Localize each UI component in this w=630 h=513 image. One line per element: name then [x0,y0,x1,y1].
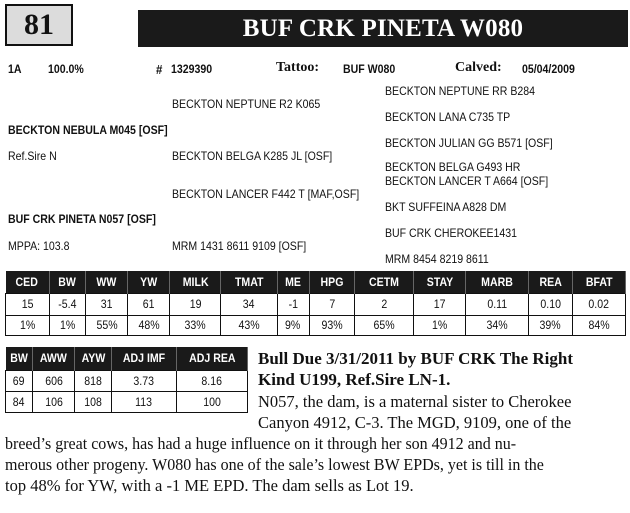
epd-header: YW [128,271,170,293]
epd-header: MARB [466,271,528,293]
pedigree-sss: BECKTON NEPTUNE RR B284 [385,84,536,98]
epd-percentile: 55% [86,315,128,335]
pedigree-sire-sire: BECKTON NEPTUNE R2 K065 [172,97,321,111]
epd-table [5,271,626,336]
epd-header: HPG [309,271,354,293]
reg-hash: # [156,62,163,77]
epd-percentile: 1% [414,315,466,335]
epd-percentile-row [6,315,626,335]
comment-body-lower [5,433,627,496]
comment-line: Bull Due 3/31/2011 by BUF CRK The Right [258,349,574,368]
epd-header: BFAT [572,271,625,293]
perf-value-row [6,370,248,391]
epd-percentile: 43% [221,315,277,335]
pedigree-dam-mppa: MPPA: 103.8 [8,239,70,253]
animal-name-title: BUF CRK PINETA W080 [138,10,628,47]
comment-body-upper [258,391,626,433]
comment-line: top 48% for YW, with a -1 ME EPD. The dam sells as Lot 19. [5,476,414,495]
epd-value: 31 [86,293,128,315]
perf-ratio: 113 [112,391,177,412]
perf-value: 818 [75,370,112,391]
pedigree-sdd: BECKTON BELGA G493 HR [385,160,521,174]
epd-percentile: 65% [355,315,414,335]
perf-header: AWW [33,347,75,370]
perf-value: 69 [6,370,33,391]
pedigree-dds: BUF CRK CHEROKEE1431 [385,226,518,240]
epd-value: 0.11 [466,293,528,315]
tattoo-label: Tattoo: [276,60,320,75]
epd-header: REA [528,271,572,293]
epd-header: TMAT [221,271,277,293]
perf-header: ADJ IMF [112,347,177,370]
perf-header: AYW [75,347,112,370]
epd-percentile: 1% [6,315,50,335]
pedigree-ddd: MRM 8454 8219 8611 [385,252,489,266]
comment-headline [258,348,626,390]
pedigree-sire-note: Ref.Sire N [8,149,57,163]
calved-label: Calved: [455,60,502,75]
comment-line: breed’s great cows, has had a huge influence on it through her son 4912 and nu- [5,434,517,453]
registration-number: 1329390 [171,62,213,76]
percent-value: 100.0% [48,62,84,76]
epd-value: 2 [355,293,414,315]
perf-value: 3.73 [112,370,177,391]
epd-value: -5.4 [49,293,86,315]
epd-value: 19 [170,293,221,315]
epd-percentile: 39% [528,315,572,335]
comment-line: Kind U199, Ref.Sire LN-1. [258,370,451,389]
epd-header: BW [49,271,86,293]
epd-value: 17 [414,293,466,315]
perf-ratio: 106 [33,391,75,412]
epd-percentile: 1% [49,315,86,335]
epd-percentile: 9% [277,315,309,335]
pedigree-dsd: BKT SUFFEINA A828 DM [385,200,507,214]
epd-header: CETM [355,271,414,293]
pedigree-sire: BECKTON NEBULA M045 [OSF] [8,123,168,137]
comment-line: Canyon 4912, C-3. The MGD, 9109, one of the [258,413,572,432]
epd-header-row [6,271,626,293]
epd-header: ME [277,271,309,293]
epd-value: 0.10 [528,293,572,315]
epd-header: MILK [170,271,221,293]
calved-date: 05/04/2009 [522,62,575,76]
breed-code: 1A [8,62,22,76]
pedigree-ssd: BECKTON LANA C735 TP [385,110,511,124]
perf-header: ADJ REA [176,347,247,370]
perf-value: 8.16 [176,370,247,391]
epd-value: 34 [221,293,277,315]
comment-line: N057, the dam, is a maternal sister to Cherokee [258,392,572,411]
tattoo-value: BUF W080 [343,62,396,76]
pedigree-dam-dam: MRM 1431 8611 9109 [OSF] [172,239,307,253]
perf-ratio-row [6,391,248,412]
epd-percentile: 48% [128,315,170,335]
epd-value: 61 [128,293,170,315]
epd-header: WW [86,271,128,293]
epd-percentile: 34% [466,315,528,335]
perf-value: 606 [33,370,75,391]
perf-header: BW [6,347,33,370]
perf-ratio: 84 [6,391,33,412]
epd-percentile: 93% [309,315,354,335]
perf-ratio: 108 [75,391,112,412]
epd-percentile: 84% [572,315,625,335]
epd-header: CED [6,271,50,293]
pedigree-dam-sire: BECKTON LANCER F442 T [MAF,OSF] [172,187,360,201]
epd-value: 15 [6,293,50,315]
pedigree-dam: BUF CRK PINETA N057 [OSF] [8,212,156,226]
comment-line: merous other progeny. W080 has one of the sale’s lowest BW EPDs, yet is till in the [5,455,544,474]
epd-value: -1 [277,293,309,315]
epd-header: STAY [414,271,466,293]
perf-header-row [6,347,248,370]
epd-value: 7 [309,293,354,315]
epd-value: 0.02 [572,293,625,315]
lot-number: 81 [5,4,73,46]
epd-value-row [6,293,626,315]
pedigree-sds: BECKTON JULIAN GG B571 [OSF] [385,136,553,150]
performance-table [5,347,248,413]
perf-ratio: 100 [176,391,247,412]
pedigree-dss: BECKTON LANCER T A664 [OSF] [385,174,549,188]
pedigree-sire-dam: BECKTON BELGA K285 JL [OSF] [172,149,333,163]
epd-percentile: 33% [170,315,221,335]
